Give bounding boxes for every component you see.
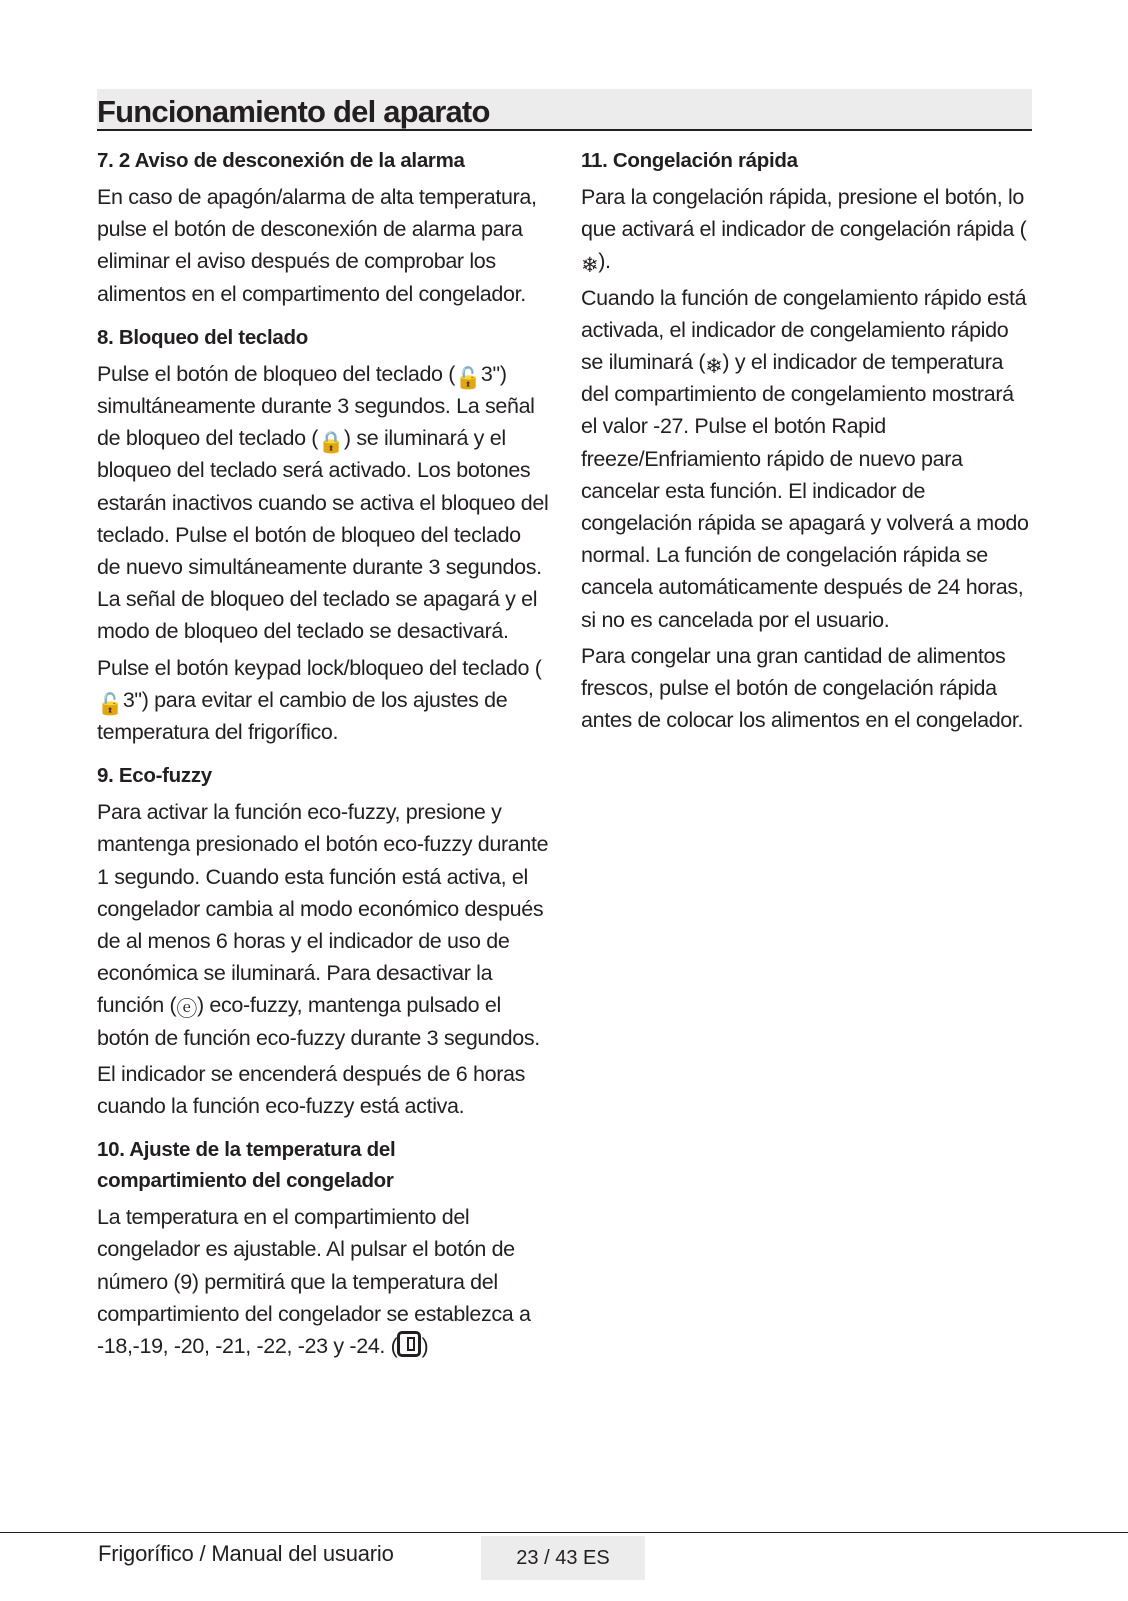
section-title: 8. Bloqueo del teclado: [97, 325, 308, 349]
text: ) para evitar el cambio de los ajustes de temperatura del frigorífico.: [97, 687, 508, 745]
section-11: [581, 145, 1033, 736]
text: ): [421, 1334, 429, 1359]
section-title: 7. 2 Aviso de desconexión de la alarma: [97, 149, 465, 172]
paragraph: En caso de apagón/alarma de alta temperatura, pulse el botón de desconexión de alarma para eliminar el aviso después de comprobar los alimentos en el compartimento del congelador.: [97, 185, 537, 306]
paragraph: [97, 1201, 549, 1362]
paragraph: Para congelar una gran cantidad de alimentos frescos, pulse el botón de congelación rápida antes de colocar los alimentos en el congelador.: [581, 643, 1024, 733]
section-title: 9. Eco-fuzzy: [97, 764, 212, 788]
section-title: 11. Congelación rápida: [581, 149, 798, 172]
text: ) simultáneamente durante 3 segundos. La señal de bloqueo del teclado (: [97, 361, 535, 451]
text: Pulse el botón de bloqueo del teclado (: [97, 361, 456, 386]
section-9: [97, 760, 549, 1122]
icon-label: 3": [480, 361, 500, 386]
title-bar: [97, 89, 1032, 131]
lock-closed-icon: 🔒: [318, 430, 344, 455]
text: Para activar la función eco-fuzzy, presione y mantenga presionado el botón eco-fuzzy durante 1 segundo. Cuando esta función está activa, el congelador cambia al modo económico después de al menos 6 horas y el indicador de uso de económica se iluminará. Para desactivar la función (: [97, 800, 549, 1018]
freezer-compartment-icon: [397, 1331, 421, 1357]
text: ) y el indicador de temperatura del compartimiento de congelamiento mostrará el valor -27. Pulse el botón Rapid freeze/Enfriamiento rápido de nuevo para cancelar esta función. El indicador de congelación rápida se apagará y volverá a modo normal. La función de congelación rápida se cancela automáticamente después de 24 horas, si no es cancelada por el usuario.: [581, 350, 1029, 632]
section-8: [97, 322, 549, 748]
text: Para la congelación rápida, presione el botón, lo que activará el indicador de congelación rápida (: [581, 185, 1027, 242]
lock-open-icon: 🔓: [97, 691, 123, 716]
snowflake-icon: ❄: [581, 253, 599, 278]
paragraph: [97, 358, 549, 648]
footer-document-title: Frigorífico / Manual del usuario: [98, 1541, 394, 1566]
section-7-2: [97, 145, 549, 310]
text: ).: [598, 249, 611, 274]
paragraph: [97, 796, 549, 1054]
paragraph: El indicador se encenderá después de 6 horas cuando la función eco-fuzzy está activa.: [97, 1061, 526, 1119]
snowflake-icon: ❄: [705, 354, 723, 379]
page-number: 23 / 43 ES: [481, 1536, 645, 1580]
text: ) se iluminará y el bloqueo del teclado será activado. Los botones estarán inactivos cuando se activa el bloqueo del teclado. Pulse el botón de bloqueo del teclado de nuevo simultáneamente durante 3 segundos. La señal de bloqueo del teclado se apagará y el modo de bloqueo del teclado se desactivará.: [97, 426, 549, 644]
text: Cuando la función de congelamiento rápido está activada, el indicador de congelamiento rápido se iluminará (: [581, 285, 1027, 375]
eco-fuzzy-icon: ⓔ: [176, 997, 197, 1022]
text: ) eco-fuzzy, mantenga pulsado el botón de función eco-fuzzy durante 3 segundos.: [97, 993, 540, 1050]
paragraph: [581, 181, 1033, 278]
lock-open-icon: 🔓: [455, 365, 481, 390]
page-title: Funcionamiento del aparato: [97, 94, 490, 129]
left-column: [97, 145, 549, 1374]
footer-divider: [0, 1532, 1128, 1533]
paragraph: [97, 652, 549, 749]
section-title: 10. Ajuste de la temperatura del compartimiento del congelador: [97, 1138, 396, 1193]
icon-label: 3": [122, 687, 142, 712]
right-column: [581, 145, 1033, 748]
paragraph: [581, 282, 1033, 636]
text: La temperatura en el compartimiento del congelador es ajustable. Al pulsar el botón de número (9) permitirá que la temperatura del compartimiento del congelador se establezca a -18,-19, -20, -21, -22, -23 y -24. (: [97, 1205, 531, 1359]
text: Pulse el botón keypad lock/bloqueo del teclado (: [97, 655, 542, 680]
section-10: [97, 1134, 549, 1362]
